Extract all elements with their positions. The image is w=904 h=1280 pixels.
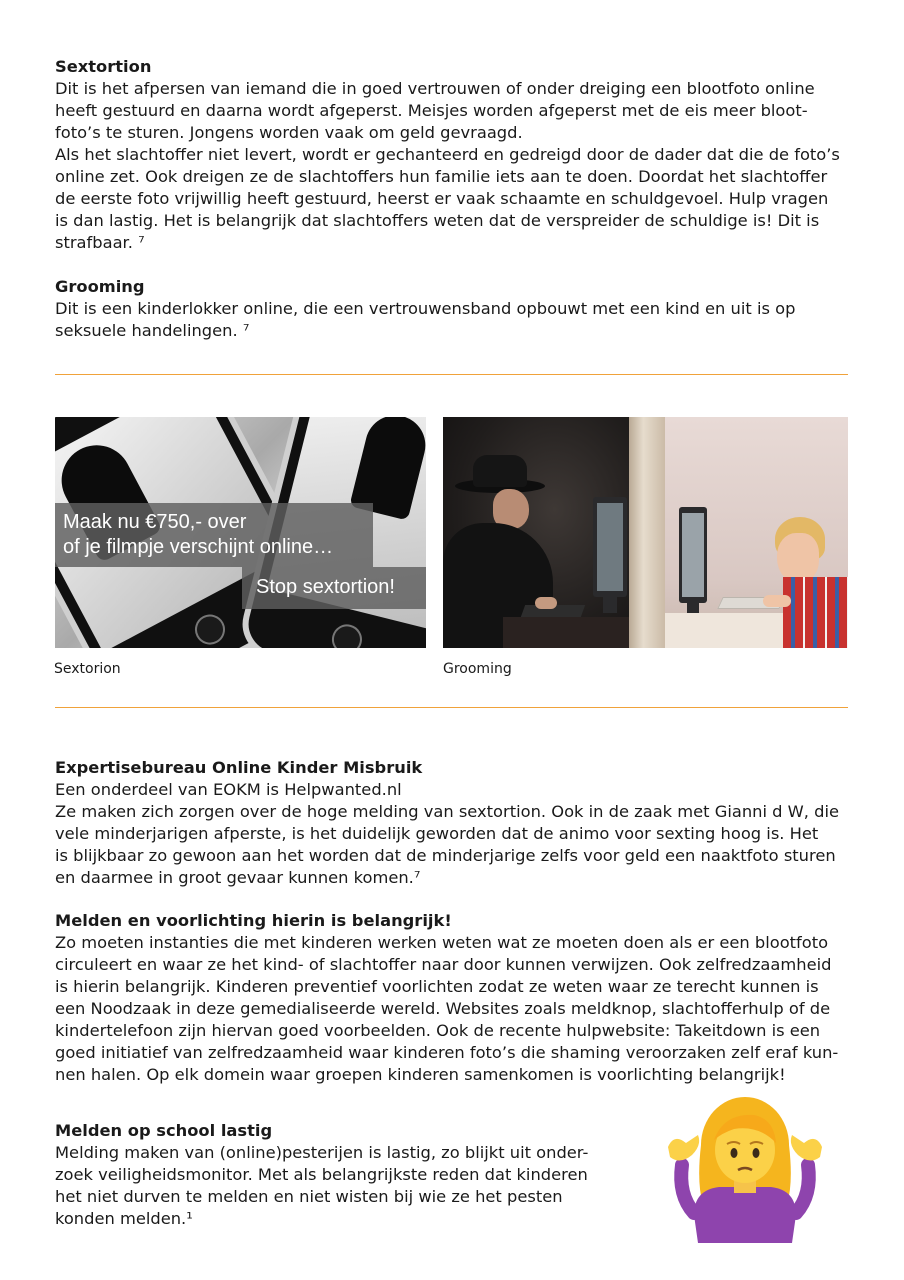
grooming-section [55, 276, 855, 342]
person-shrugging-icon [664, 1095, 826, 1243]
eokm-heading: Expertisebureau Online Kinder Misbruik [55, 758, 423, 777]
stop-sextortion-banner [242, 567, 426, 609]
grooming-photo [443, 417, 848, 648]
divider-bottom [55, 707, 848, 708]
dark-room [443, 417, 629, 648]
eokm-section [55, 757, 855, 889]
extortion-message [55, 503, 373, 567]
stop-sextortion-label: Stop sextortion! [256, 576, 395, 598]
monitor-stand-left [603, 597, 617, 613]
child-face [777, 533, 819, 583]
school-heading: Melden op school lastig [55, 1121, 273, 1140]
divider-top [55, 374, 848, 375]
eokm-body: Een onderdeel van EOKM is Helpwanted.nl Ze maken zich zorgen over de hoge melding van sextortion. Ook in de zaak met Gianni d W, die vele minderjarigen afperste, is het duidelijk geworden dat de animo voor sexting hoog is. Het is blijkbaar zo gewoon aan het worden dat de minderjarige zelfs voor geld een naaktfoto sturen en daarmee in groot gevaar kunnen komen.⁷ [55, 780, 840, 887]
melden-heading: Melden en voorlichting hierin is belangrijk! [55, 911, 452, 930]
sextortion-heading: Sextortion [55, 57, 152, 76]
hat-crown [473, 455, 527, 487]
monitor-left [593, 497, 627, 597]
wall-divider [629, 417, 665, 648]
grooming-caption: Grooming [443, 661, 512, 677]
extortion-line-2: of je filmpje verschijnt online… [63, 536, 334, 558]
school-body: Melding maken van (online)pesterijen is lastig, zo blijkt uit onder- zoek veiligheidsmonitor. Met als belangrijkste reden dat kinderen het niet durven te melden en niet wisten bij wie ze het pesten konden melden.¹ [55, 1143, 589, 1228]
sextortion-photo [55, 417, 426, 648]
sextortion-body: Dit is het afpersen van iemand die in goed vertrouwen of onder dreiging een blootfoto online heeft gestuurd en daarna wordt afgeperst. Meisjes worden afgeperst met de eis meer bloot- foto’s te sturen. Jongens worden vaak om geld gevraagd. Als het slachtoffer niet levert, wordt er gechanteerd en gedreigd door de dader dat die de foto’s online zet. Ook dreigen ze de slachtoffers hun familie iets aan te doen. Doordat het slachtoffer de eerste foto vrijwillig heeft gestuurd, heerst er vaak schaamte en schuldgevoel. Hulp vragen is dan lastig. Het is belangrijk dat slachtoffers weten dat de verspreider de schuldige is! Dit is strafbaar. ⁷ [55, 79, 840, 252]
child-shirt [783, 577, 848, 648]
man-hand [535, 597, 557, 609]
bright-room [665, 417, 848, 648]
extortion-line-1: Maak nu €750,- over [63, 511, 247, 533]
monitor-right [679, 507, 707, 603]
grooming-heading: Grooming [55, 277, 145, 296]
melden-section [55, 910, 855, 1086]
grooming-body: Dit is een kinderlokker online, die een vertrouwensband opbouwt met een kind en uit is op seksuele handelingen. ⁷ [55, 299, 796, 340]
melden-body: Zo moeten instanties die met kinderen werken weten wat ze moeten doen als er een blootfoto circuleert en waar ze het kind- of slachtoffer naar door kunnen verwijzen. Ook zelfredzaamheid is hierin belangrijk. Kinderen preventief voorlichten zodat ze weten waar ze terecht kunnen is een Noodzaak in deze gemedialiseerde wereld. Websites zoals meldknop, slachtofferhulp of de kindertelefoon zijn hiervan goed voorbeelden. Ook de recente hulpwebsite: Takeitdown is een goed initiatief van zelfredzaamheid waar kinderen foto’s die shaming veroorzaken zelf eraf kun- nen halen. Op elk domein waar groepen kinderen samenkomen is voorlichting belangrijk! [55, 933, 839, 1084]
sextortion-section [55, 56, 855, 254]
child-hand [763, 595, 791, 607]
sextortion-caption: Sextorion [54, 661, 121, 677]
desk-left [503, 617, 629, 648]
school-section [55, 1120, 635, 1230]
